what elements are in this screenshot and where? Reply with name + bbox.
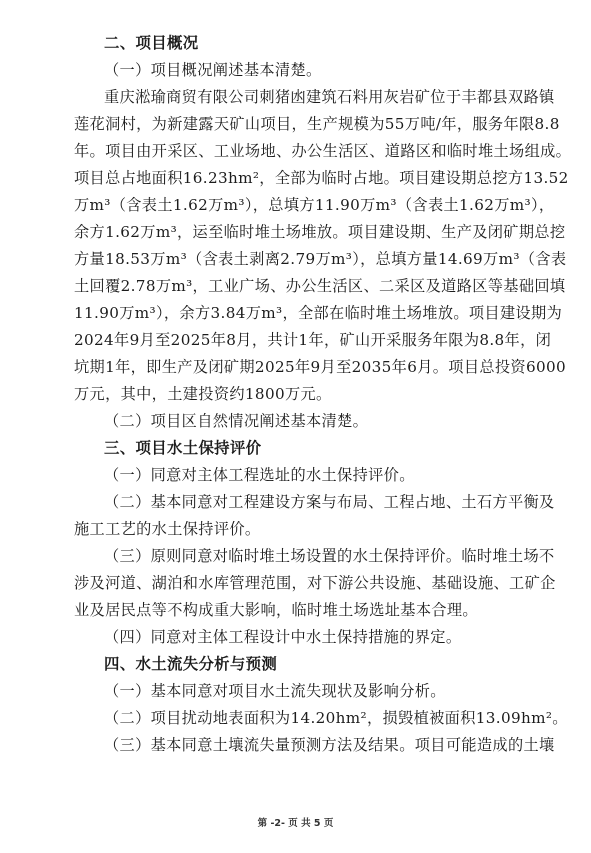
paragraph-line: 业及居民点等不构成重大影响，临时堆土场选址基本合理。: [74, 601, 478, 619]
page-footer: 第 -2- 页 共 5 页: [257, 818, 334, 829]
paragraph-line: 土回覆2.78万m³，工业广场、办公生活区、二采区及道路区等基础回填: [74, 277, 566, 295]
paragraph-line: （二）基本同意对工程建设方案与布局、工程占地、土石方平衡及: [104, 493, 555, 511]
paragraph-line: 方量18.53万m³（含表土剥离2.79万m³），总填方量14.69万m³（含表: [74, 250, 567, 268]
paragraph-line: （一）基本同意对项目水土流失现状及影响分析。: [104, 682, 446, 700]
paragraph-line: 涉及河道、湖泊和水库管理范围，对下游公共设施、基础设施、工矿企: [74, 574, 556, 592]
paragraph-line: 重庆淞瑜商贸有限公司刺猪凼建筑石料用灰岩矿位于丰都县双路镇: [104, 88, 555, 106]
paragraph-line: 余方1.62万m³，运至临时堆土场堆放。项目建设期、生产及闭矿期总挖: [74, 223, 566, 241]
paragraph-line: （三）基本同意土壤流失量预测方法及结果。项目可能造成的土壤: [104, 736, 555, 754]
paragraph-line: 2024年9月至2025年8月，共计1年，矿山开采服务年限为8.8年，闭: [74, 331, 552, 349]
paragraph-line: 年。项目由开采区、工业场地、办公生活区、道路区和临时堆土场组成。: [74, 142, 572, 160]
paragraph-line: （二）项目扰动地表面积为14.20hm²，损毁植被面积13.09hm²。: [104, 709, 568, 727]
paragraph-line: 项目总占地面积16.23hm²，全部为临时占地。项目建设期总挖方13.52: [74, 169, 569, 187]
paragraph-line: 莲花洞村，为新建露天矿山项目，生产规模为55万吨/年，服务年限8.8: [74, 115, 560, 133]
section-heading-soil-loss-analysis: 四、水土流失分析与预测: [104, 655, 278, 673]
paragraph-line: 万m³（含表土1.62万m³），总填方11.90万m³（含表土1.62万m³），: [74, 196, 555, 214]
document-body: [74, 30, 572, 759]
section-heading-soil-water-evaluation: 三、项目水土保持评价: [104, 439, 262, 457]
paragraph-line: 施工工艺的水土保持评价。: [74, 520, 261, 538]
section-heading-project-overview: 二、项目概况: [104, 34, 199, 52]
paragraph-line: （三）原则同意对临时堆土场设置的水土保持评价。临时堆土场不: [104, 547, 555, 565]
paragraph-line: 11.90万m³），余方3.84万m³，全部在临时堆土场堆放。项目建设期为: [74, 304, 563, 322]
paragraph-line: （一）项目概况阐述基本清楚。: [104, 61, 322, 79]
paragraph-line: （一）同意对主体工程选址的水土保持评价。: [104, 466, 415, 484]
paragraph-line: （二）项目区自然情况阐述基本清楚。: [104, 412, 369, 430]
paragraph-line: 坑期1年，即生产及闭矿期2025年9月至2035年6月。项目总投资6000: [74, 358, 567, 376]
paragraph-line: （四）同意对主体工程设计中水土保持措施的界定。: [104, 628, 462, 646]
paragraph-line: 万元，其中，土建投资约1800万元。: [74, 385, 332, 403]
